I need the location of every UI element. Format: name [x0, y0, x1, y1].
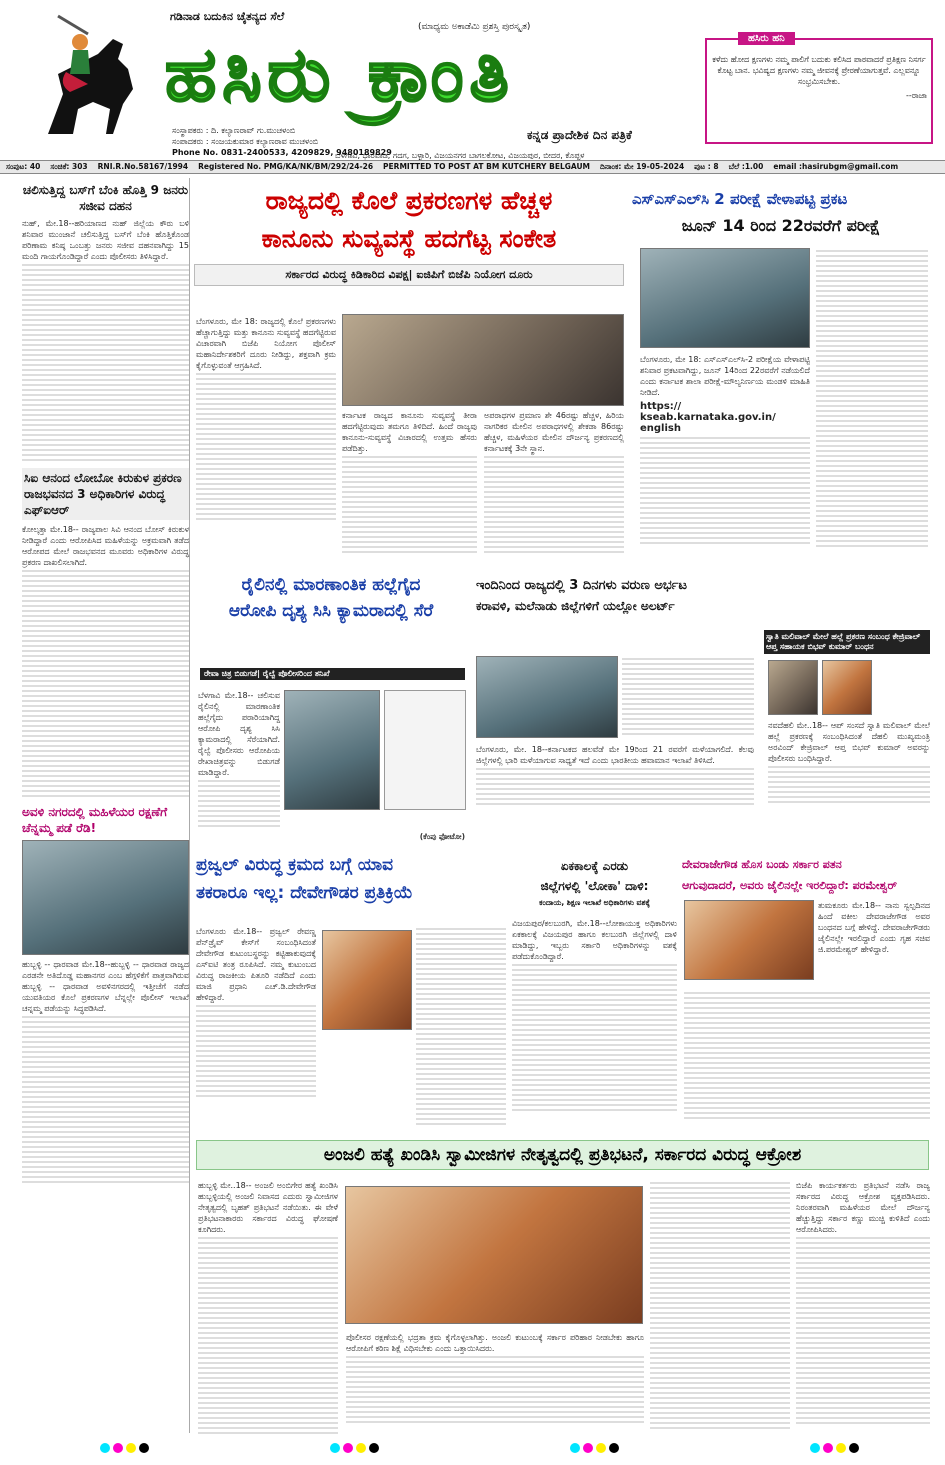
anjali-banner: ಅಂಜಲಿ ಹತ್ಯೆ ಖಂಡಿಸಿ ಸ್ವಾಮೀಜಿಗಳ ನೇತೃತ್ವದಲ್ಲಿ ಪ್ರತಿಭಟನೆ, ಸರ್ಕಾರದ ವಿರುದ್ಧ ಆಕ್ರೋಶ — [196, 1140, 929, 1170]
rail-story-headline: ರೈಲಿನಲ್ಲಿ ಮಾರಣಾಂತಿಕ ಹಲ್ಲೆಗೈದ ಆರೋಪಿ ದೃಶ್ಯ ಸಿಸಿ ಕ್ಯಾಮರಾದಲ್ಲಿ ಸೆರೆ — [228, 575, 434, 621]
pages: ಪುಟ : 8 — [694, 162, 719, 171]
lead-headline-1: ರಾಜ್ಯದಲ್ಲಿ ಕೊಲೆ ಪ್ರಕರಣಗಳ ಹೆಚ್ಚಳ — [265, 186, 553, 215]
chennamma-body: ಹುಬ್ಬಳ್ಳಿ -- ಧಾರವಾಡ ಮೇ.18--ಹುಬ್ಬಳ್ಳಿ -- ಧಾರವಾಡ ರಾಜ್ಯದ ಎರಡನೇ ಅತಿದೊಡ್ಡ ಮಹಾನಗರ ಎಂಬ ಹೆಗ್ಗಳಿಕೆಗೆ ಪಾತ್ರವಾಗಿರುವ ಹುಬ್ಬಳ್ಳಿ -- ಧಾರವಾಡ ಅವಳಿನಗರದಲ್ಲಿ ಇತ್ತೀಚೆಗೆ ನಡೆದ ಯುವತಿಯರ ಕೊಲೆ ಪ್ರಕರಣಗಳ ಬೆನ್ನಲ್ಲೇ ಪೊಲೀಸ್ ಇಲಾಖೆ ಚನ್ನಮ್ಮ ಪಡೆಯನ್ನು ಸಿದ್ಧಪಡಿಸಿದೆ. — [22, 960, 189, 1013]
phone: Phone No. 0831-2400533, 4209829, 9480189829 — [172, 148, 392, 157]
lead-strap: ಸರ್ಕಾರದ ವಿರುದ್ಧ ಕಿಡಿಕಾರಿದ ವಿಪಕ್ಷ| ಐಜಿಪಿಗೆ ಬಿಜೆಪಿ ನಿಯೋಗ ದೂರು — [194, 264, 624, 286]
swati-story: ಸ್ವಾತಿ ಮಲಿವಾಲ್ ಮೇಲೆ ಹಲ್ಲೆ ಪ್ರಕರಣ ಸಂಬಂಧ ಕೇಜ್ರಿವಾಲ್ ಆಪ್ತ ಸಹಾಯಕ ಬಿಭವ್ ಕುಮಾರ್ ಬಂಧನ — [764, 630, 930, 654]
bus-fire-body: ನುಹ್, ಮೇ.18--ಹರಿಯಾಣದ ನುಹ್ ಜಿಲ್ಲೆಯ ಕೌರು ಬಳಿ ಶನಿವಾರ ಮುಂಜಾನೆ ಚಲಿಸುತ್ತಿದ್ದ ಬಸ್‌ಗೆ ಬೆಂಕಿ ಹೊತ್ತಿಕೊಂಡ ಪರಿಣಾಮ ಕನಿಷ್ಠ ಒಂಬತ್ತು ಜನರು ಸಜೀವ ದಹನವಾಗಿದ್ದು 15 ಮಂದಿ ಗಾಯಗೊಂಡಿದ್ದಾರೆ ಎಂದು ಪೊಲೀಸರು ತಿಳಿಸಿದ್ದಾರೆ. — [22, 219, 189, 261]
loka-story: ಏಕಕಾಲಕ್ಕೆ ಎರಡು ಜಿಲ್ಲೆಗಳಲ್ಲಿ 'ಲೋಕಾ' ದಾಳಿ: ಕಂದಾಯ, ಶಿಕ್ಷಣ ಇಲಾಖೆ ಅಧಿಕಾರಿಗಳು ವಶಕ್ಕೆ — [539, 859, 650, 907]
lead-body-col1: ಬೆಂಗಳೂರು, ಮೇ 18: ರಾಜ್ಯದಲ್ಲಿ ಕೊಲೆ ಪ್ರಕರಣಗಳು ಹೆಚ್ಚಾಗುತ್ತಿದ್ದು ಮತ್ತು ಕಾನೂನು ಸುವ್ಯವಸ್ಥೆ ಹದಗೆಟ್ಟಿರುವ ವಿಚಾರವಾಗಿ ಬಿಜೆಪಿ ನಿಯೋಗ ಪೊಲೀಸ್ ಮಹಾನಿರ್ದೇಶಕರಿಗೆ ದೂರು ನೀಡಿದ್ದು, ಶಕ್ತವಾಗಿ ಕ್ರಮ ಕೈಗೊಳ್ಳುವಂತೆ ಆಗ್ರಹಿಸಿದೆ. — [196, 316, 336, 525]
police-photo — [22, 840, 189, 955]
rail-strap: ರೇವಾ ಚಿತ್ರ ಬಿಡುಗಡೆ| ರೈಲ್ವೆ ಪೊಲೀಸರಿಂದ ತನಿಖೆ — [200, 668, 465, 680]
sslc-body: ಬೆಂಗಳೂರು, ಮೇ 18: ಎಸ್‌ಎಸ್‌ಎಲ್‌ಸಿ-2 ಪರೀಕ್ಷೆಯ ವೇಳಾಪಟ್ಟಿ ಶನಿವಾರ ಪ್ರಕಟವಾಗಿದ್ದು, ಜೂನ್ 14ರಿಂದ 22ರವರೆಗೆ ನಡೆಯಲಿದೆ ಎಂದು ಕರ್ನಾಟಕ ಶಾಲಾ ಪರೀಕ್ಷೆ-ಮೌಲ್ಯನಿರ್ಣಯ ಮಂಡಳಿ ಮಾಹಿತಿ ನೀಡಿದೆ. https:// kseab.karnataka.gov.in/ english — [640, 354, 810, 549]
info-strip — [0, 160, 945, 174]
email: email :hasirubgm@gmail.com — [773, 162, 899, 171]
rain-photo — [476, 656, 618, 738]
exam-photo — [640, 248, 810, 348]
lead-body-col2: ಕರ್ನಾಟಕ ರಾಜ್ಯದ ಕಾನೂನು ಸುವ್ಯವಸ್ಥೆ ತೀರಾ ಹದಗೆಟ್ಟಿರುವುದು ತಮಗೂ ತಿಳಿದಿದೆ. ಹಿಂದೆ ರಾಜ್ಯವು ಕಾನೂನು-ಸುವ್ಯವಸ್ಥೆ ವಿಚಾರದಲ್ಲಿ ಉತ್ತಮ ಹೆಸರು ಪಡೆದಿತ್ತು. — [342, 410, 477, 558]
award-note: (ಮಾಧ್ಯಮ ಅಕಾಡೆಮಿ ಪ್ರಶಸ್ತಿ ಪುರಸ್ಕೃತ) — [418, 22, 531, 32]
post-permit: PERMITTED TO POST AT BM KUTCHERY BELGAUM — [383, 162, 591, 171]
volume: ಸಂಪುಟ: 40 — [6, 162, 41, 171]
rni: RNI.R.No.58167/1994 — [97, 162, 189, 171]
print-dots-3 — [570, 1443, 619, 1453]
sub-name: ಕನ್ನಡ ಪ್ರಾದೇಶಿಕ ದಿನ ಪತ್ರಿಕೆ — [527, 128, 632, 142]
sslc-story: ಎಸ್‌ಎಸ್‌ಎಲ್‌ಸಿ 2 ಪರೀಕ್ಷೆ ವೇಳಾಪಟ್ಟಿ ಪ್ರಕಟ ಜೂನ್ 14 ರಿಂದ 22ರವರೆಗೆ ಪರೀಕ್ಷೆ — [632, 190, 881, 235]
print-dots-2 — [330, 1443, 379, 1453]
reg-no: Registered No. PMG/KA/NK/BM/292/24-26 — [198, 162, 374, 171]
lead-story — [194, 186, 624, 286]
hasiru-hani-box — [705, 38, 933, 144]
lead-photo — [342, 314, 624, 406]
hasiru-hani-sign: --ರಾಜಾ — [905, 91, 927, 100]
prajwal-headline: ಪ್ರಜ್ವಲ್ ವಿರುದ್ಧ ಕ್ರಮದ ಬಗ್ಗೆ ಯಾವ ತಕರಾರೂ ಇಲ್ಲ: ದೇವೇಗೌಡರ ಪ್ರತಿಕ್ರಿಯೆ — [196, 855, 413, 903]
lead-headline-2: ಕಾನೂನು ಸುವ್ಯವಸ್ಥೆ ಹದಗೆಟ್ಟ ಸಂಕೇತ — [261, 224, 557, 253]
rail-body: ಬೆಳಗಾವಿ ಮೇ.18-- ಚಲಿಸುವ ರೈಲಿನಲ್ಲಿ ಮಾರಣಾಂತಿಕ ಹಲ್ಲೆಗೈದು ಪರಾರಿಯಾಗಿದ್ದ ಆರೋಪಿ ದೃಶ್ಯ ಸಿಸಿ ಕ್ಯಾಮರಾದಲ್ಲಿ ಸೆರೆಯಾಗಿದೆ. ರೈಲ್ವೆ ಪೊಲೀಸರು ಆರೋಪಿಯ ರೇಖಾಚಿತ್ರವನ್ನು ಬಿಡುಗಡೆ ಮಾಡಿದ್ದಾರೆ. — [198, 690, 280, 832]
print-dots-1 — [100, 1443, 149, 1453]
paper-name: ಹಸಿರು ಕ್ರಾಂತಿ — [165, 32, 515, 118]
swati-photo — [822, 660, 872, 715]
anjali-body-1: ಹುಬ್ಬಳ್ಳಿ ಮೇ..18-- ಅಂಜಲಿ ಅಂಬಿಗೇರ ಹತ್ಯೆ ಖಂಡಿಸಿ ಹುಬ್ಬಳ್ಳಿಯಲ್ಲಿ ಅಂಜಲಿ ನಿವಾಸದ ಎದುರು ಸ್ವಾಮೀಜಿಗಳ ನೇತೃತ್ವದಲ್ಲಿ ಬೃಹತ್ ಪ್ರತಿಭಟನೆ ನಡೆಯಿತು. ಈ ವೇಳೆ ಪ್ರತಿಭಟನಾಕಾರರು ಸರ್ಕಾರದ ವಿರುದ್ಧ ಘೋಷಣೆ ಕೂಗಿದರು. — [198, 1180, 338, 1439]
rain-story: ಇಂದಿನಿಂದ ರಾಜ್ಯದಲ್ಲಿ 3 ದಿನಗಳು ವರುಣ ಅರ್ಭಟ ಕರಾವಳಿ, ಮಲೆನಾಡು ಜಿಲ್ಲೆಗಳಿಗೆ ಯಲ್ಲೋ ಅಲರ್ಟ್ — [476, 578, 687, 613]
bibhav-photo — [768, 660, 818, 715]
date: ದಿನಾಂಕ: ಮೇ 19-05-2024 — [600, 162, 685, 171]
protest-photo — [345, 1186, 643, 1324]
horse-rider-icon — [18, 14, 158, 154]
hasiru-hani-title: ಹಸಿರು ಹನಿ — [738, 32, 795, 45]
issue: ಸಂಚಿಕೆ: 303 — [50, 162, 88, 171]
sketch-photo — [384, 690, 466, 810]
editor: ಸಂಪಾದಕರು : ಸಂಜಯಕುಮಾರ ಕಲ್ಯಾಣರಾವ ಮುಚಳಂಬಿ — [172, 137, 319, 146]
price: ಬೆಲೆ :1.00 — [728, 162, 764, 171]
lobo-body: ಕೋಲ್ಕತ್ತಾ ಮೇ.18-- ರಾಜ್ಯಪಾಲ ಸಿವಿ ಆನಂದ ಬೋಸ್ ಕಿರುಕುಳ ನೀಡಿದ್ದಾರೆ ಎಂದು ಆರೋಪಿಸಿದ ಮಹಿಳೆಯನ್ನು ಅಕ್ರಮವಾಗಿ ತಡೆದ ಆರೋಪದ ಮೇಲೆ ರಾಜಭವನದ ಮೂವರು ಅಧಿಕಾರಿಗಳ ವಿರುದ್ಧ ಪ್ರಕರಣ ದಾಖಲಿಸಲಾಗಿದೆ. — [22, 525, 189, 567]
devaraje-story: ದೇವರಾಜೇಗೌಡ ಹೊಸ ಬಂಡು ಸರ್ಕಾರ ಪತನ ಆಗುವುದಾದರೆ, ಅವರು ಜೈಲಿನಲ್ಲೇ ಇರಲಿದ್ದಾರೆ: ಪರಮೇಶ್ವರ್ — [682, 858, 897, 892]
anjali-body-2 — [650, 1180, 790, 1434]
lobo-headline: ಸಿಐ ಆನಂದ ಲೋಬೋ ಕಿರುಕುಳ ಪ್ರಕರಣ ರಾಜಭವನದ 3 ಅಧಿಕಾರಿಗಳ ವಿರುದ್ಧ ಎಫ್‌ಐಆರ್ — [22, 468, 189, 520]
left-column — [22, 178, 190, 1433]
rain-body: ಬೆಂಗಳೂರು, ಮೇ. 18--ಕರ್ನಾಟಕದ ಹಲವೆಡೆ ಮೇ 19ರಿಂದ 21 ರವರೆಗೆ ಮಳೆಯಾಗಲಿದೆ. ಕೆಲವು ಜಿಲ್ಲೆಗಳಲ್ಲಿ ಭಾರಿ ಮಳೆಯಾಗುವ ಸಾಧ್ಯತೆ ಇದೆ ಎಂದು ಭಾರತೀಯ ಹವಾಮಾನ ಇಲಾಖೆ ತಿಳಿಸಿದೆ. — [476, 744, 754, 810]
cctv-photo — [284, 690, 380, 810]
anjali-body-3: ಬಿಜೆಪಿ ಕಾರ್ಯಕರ್ತರು ಪ್ರತಿಭಟನೆ ನಡೆಸಿ ರಾಜ್ಯ ಸರ್ಕಾರದ ವಿರುದ್ಧ ಆಕ್ರೋಶ ವ್ಯಕ್ತಪಡಿಸಿದರು. ನಿರಂತರವಾಗಿ ಮಹಿಳೆಯರ ಮೇಲೆ ದೌರ್ಜನ್ಯ ಹೆಚ್ಚುತ್ತಿದ್ದು ಸರ್ಕಾರ ಕಣ್ಣು ಮುಚ್ಚಿ ಕುಳಿತಿದೆ ಎಂದು ಆರೋಪಿಸಿದರು. — [796, 1180, 930, 1429]
founder: ಸಂಸ್ಥಾಪಕರು : ದಿ. ಕಲ್ಯಾಣರಾವ್ ಗು.ಮುಚಳಂಬಿ — [172, 126, 296, 135]
rail-byline: (ಕೆಂಪು ಫೋಟೋ) — [419, 832, 465, 841]
cities: ಬೆಳಗಾವಿ, ಧಾರವಾಡ, ಗದಗ, ಬಳ್ಳಾರಿ, ವಿಜಯನಗರ ಬಾಗಲಕೋಟ, ವಿಜಯಪುರ, ಬೀದರ, ಕೊಪ್ಪಳ — [335, 151, 585, 160]
bus-fire-headline: ಚಲಿಸುತ್ತಿದ್ದ ಬಸ್‌ಗೆ ಬೆಂಕಿ ಹೊತ್ತಿ 9 ಜನರು ಸಜೀವ ದಹನ — [22, 183, 189, 213]
lead-body-col3: ಅಪರಾಧಗಳ ಪ್ರಮಾಣ ಶೇ 46ರಷ್ಟು ಹೆಚ್ಚಳ, ಹಿರಿಯ ನಾಗರಿಕರ ಮೇಲಿನ ಅಪರಾಧಗಳಲ್ಲಿ ಶೇಕಡಾ 86ರಷ್ಟು ಹೆಚ್ಚಳ, ಮಹಿಳೆಯರ ಮೇಲಿನ ದೌರ್ಜನ್ಯ ಪ್ರಕರಣದಲ್ಲಿ ಕರ್ನಾಟಕಕ್ಕೆ 3ನೇ ಸ್ಥಾನ. — [484, 410, 624, 558]
sslc-link[interactable]: https:// kseab.karnataka.gov.in/ english — [640, 401, 776, 434]
masthead — [0, 0, 945, 160]
parameshwar-photo — [684, 900, 814, 980]
devegowda-photo — [322, 930, 412, 1030]
prajwal-body: ಬೆಂಗಳೂರು ಮೇ.18-- ಪ್ರಜ್ವಲ್ ರೇವಣ್ಣ ಪೆನ್‌ಡ್ರೈವ್ ಕೇಸ್‌ಗೆ ಸಂಬಂಧಿಸಿದಂತೆ ದೇವೇಗೌಡ ಕುಟುಂಬಸ್ಥರನ್ನು ಕಟ್ಟಿಹಾಕುವುದಕ್ಕೆ ಎಸ್‌ಐಟಿ ತಂತ್ರ ರೂಪಿಸಿದೆ. ನಮ್ಮ ಕುಟುಂಬದ ವಿರುದ್ಧ ರಾಜಕೀಯ ಪಿತೂರಿ ನಡೆದಿದೆ ಎಂದು ಮಾಜಿ ಪ್ರಧಾನಿ ಎಚ್.ಡಿ.ದೇವೇಗೌಡ ಹೇಳಿದ್ದಾರೆ. — [196, 926, 316, 1102]
tagline: ಗಡಿನಾಡ ಬದುಕಿನ ಚೈತನ್ಯದ ಸೆಲೆ — [170, 10, 285, 23]
chennamma-headline: ಅವಳಿ ನಗರದಲ್ಲಿ ಮಹಿಳೆಯರ ರಕ್ಷಣೆಗೆ ಚೆನ್ನಮ್ಮ ಪಡೆ ರೆಡಿ! — [22, 805, 168, 835]
print-dots-4 — [810, 1443, 859, 1453]
hasiru-hani-text: ಕಳೆದು ಹೋದ ಕ್ಷಣಗಳು ನಮ್ಮ ಪಾಲಿಗೆ ಬದುಕು ಕಲಿಸಿದ ಪಾಠವಾದರೆ ಪ್ರತಿಕ್ಷಣ ನಿಸರ್ಗ ಕೊಟ್ಟ ಬಾನ. ಭವಿಷ್ಯದ ಕ್ಷಣಗಳು ನಮ್ಮ ಜೀವನಕ್ಕೆ ಪ್ರೇರಣೆಯಾಗುತ್ತವೆ. ಎಲ್ಲವನ್ನೂ ಸಂಭ್ರಮಿಸಬೇಕು. — [712, 55, 926, 86]
